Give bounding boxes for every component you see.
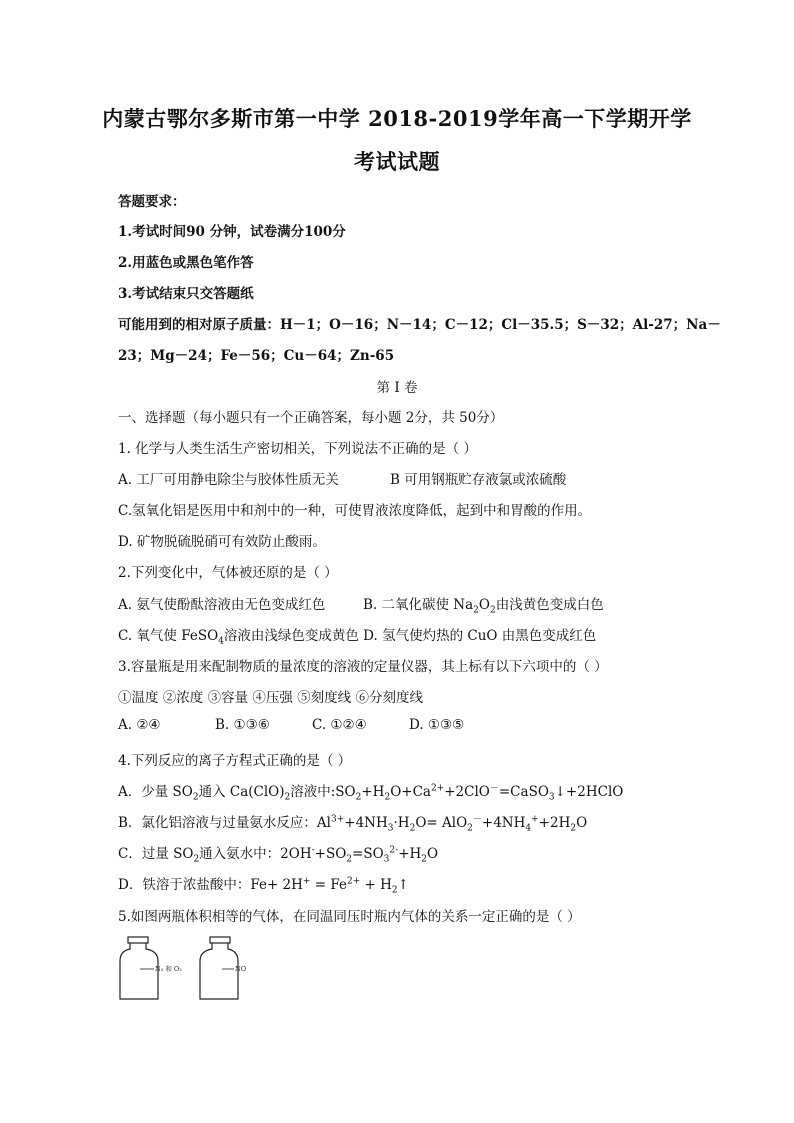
requirement-item-2: 2.用蓝色或黑色笔作答 [118,255,254,271]
two-gas-bottles-figure [118,935,278,1005]
requirement-item-1: 1.考试时间90 分钟，试卷满分100分 [118,224,346,240]
bottle-2-label: NO [235,965,247,973]
q3-option-d: D. ①③⑤ [409,717,465,733]
q2-option-a: A. 氨气使酚酞溶液由无色变成红色 [118,597,326,613]
q2-option-b: B. 二氧化碳使 $Na_2O_2$由浅黄色变成白色 [363,597,604,616]
bottle-1-label: N₂ 和 O₂ [155,965,182,973]
part-heading: 一、选择题（每小题只有一个正确答案，每小题 2分，共 50分） [118,410,504,426]
volume-heading: 第 Ⅰ 卷 [376,380,418,396]
q1-option-d: D. 矿物脱硫脱硝可有效防止酸雨。 [118,534,326,550]
q4-stem: 4.下列反应的离子方程式正确的是（ ） [118,753,352,769]
q3-stem: 3.容量瓶是用来配制物质的量浓度的溶液的定量仪器，其上标有以下六项中的（ ） [118,659,608,675]
atomic-masses-line2: 23；Mg－24；Fe－56；Cu－64；Zn-65 [118,348,395,364]
exam-title-line2: 考试试题 [354,149,440,174]
q3-option-c: C. ①②④ [312,717,367,733]
atomic-masses-line1: 可能用到的相对原子质量：H－1；O－16；N－14；C－12；Cl－35.5；S－32；Al-27；Na－ [118,317,721,333]
q4-option-a: A．少量 $SO_2$通入 $Ca(ClO)_2$溶液中$:SO_2+H_2O+Ca^{2+}+2ClO^-=CaSO_3↓+2HClO$ [118,783,624,803]
q3-items: ①温度 ②浓度 ③容量 ④压强 ⑤刻度线 ⑥分刻度线 [118,690,423,706]
bottle-2 [200,937,246,999]
requirements-heading: 答题要求： [118,194,186,210]
q1-stem: 1. 化学与人类生活生产密切相关，下列说法不正确的是（ ） [118,441,477,457]
q3-option-b: B. ①③⑥ [215,717,270,733]
q3-option-a: A. ②④ [118,717,161,733]
q3-options [118,717,464,733]
q4-option-d: D．铁溶于浓盐酸中：$Fe+ 2H^+ = Fe^{2+}$ + $H_2↑$ [118,876,409,896]
q1-options-ab [118,468,566,488]
q2-stem: 2.下列变化中，气体被还原的是（ ） [118,565,338,581]
q4-option-b: B．氯化铝溶液与过量氨水反应：$Al^{3+}+4NH_3\cdot H_2O= AlO_2^-+4NH_4^++2H_2O$ [118,814,588,834]
q5-stem: 5.如图两瓶体积相等的气体，在同温同压时瓶内气体的关系一定正确的是（ ） [118,909,581,925]
q2-options-ab [118,593,604,616]
requirement-item-3: 3.考试结束只交答题纸 [118,286,254,302]
q2-options-cd: C. 氧气使 FeSO$_4$溶液由浅绿色变成黄色 D. 氢气使灼热的 CuO 由黑色变成红色 [118,628,597,647]
q4-option-c: C．过量 $SO_2$通入氨水中：$2OH^-+SO_2=SO_3^{2-}+H_2O$ [118,845,439,865]
q1-option-a: A. 工厂可用静电除尘与胶体性质无关 [118,472,339,488]
bottle-1 [120,937,182,999]
q1-option-b: B 可用钢瓶贮存液氯或浓硫酸 [390,472,567,488]
exam-title-line1: 内蒙古鄂尔多斯市第一中学 2018-2019学年高一下学期开学 [102,106,692,131]
q1-option-c: C.氢氧化铝是医用中和剂中的一种，可使胃液浓度降低，起到中和胃酸的作用。 [118,503,592,519]
